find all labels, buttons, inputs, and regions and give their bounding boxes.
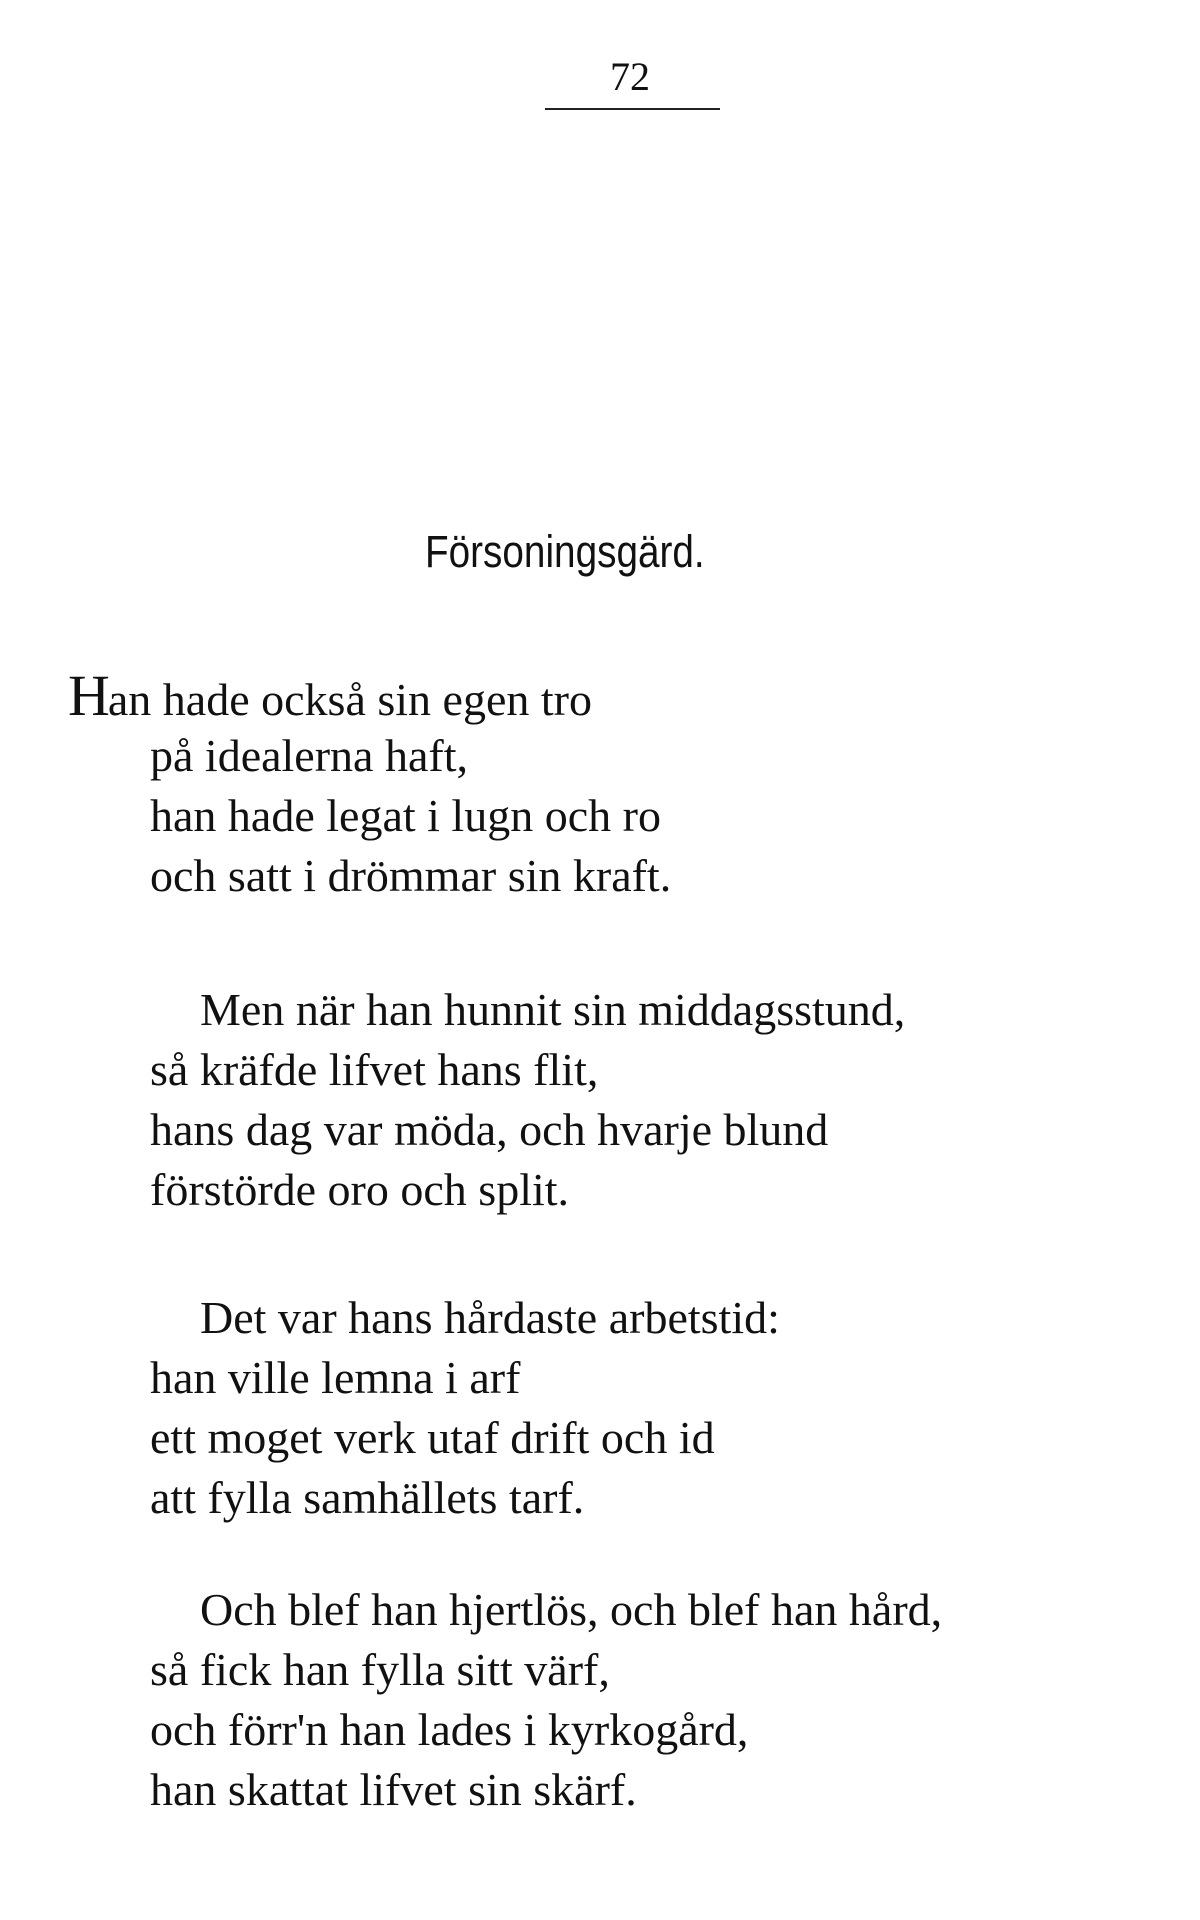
- poem-line: på idealerna haft,: [150, 730, 468, 781]
- poem-line: ett moget verk utaf drift och id: [150, 1412, 715, 1463]
- poem-line: [68, 663, 592, 728]
- poem-line: han ville lemna i arf: [150, 1352, 521, 1403]
- poem-line: och satt i drömmar sin kraft.: [150, 850, 672, 901]
- poem-line: att fylla samhällets tarf.: [150, 1472, 585, 1523]
- poem-line: han skattat lifvet sin skärf.: [150, 1764, 637, 1815]
- poem-line: så kräfde lifvet hans flit,: [150, 1044, 599, 1095]
- poem-line: så fick han fylla sitt värf,: [150, 1644, 610, 1695]
- poem-line: Det var hans hårdaste arbetstid:: [200, 1292, 780, 1343]
- poem-line: och förr'n han lades i kyrkogård,: [150, 1704, 749, 1755]
- poem-line: han hade legat i lugn och ro: [150, 790, 661, 841]
- poem-line-text: an hade också sin egen tro: [107, 674, 592, 725]
- poem-title: Försoningsgärd.: [425, 526, 705, 577]
- page-number: 72: [610, 54, 650, 99]
- drop-cap: H: [68, 663, 108, 728]
- poem-line: Och blef han hjertlös, och blef han hård,: [200, 1584, 943, 1635]
- poem-line: hans dag var möda, och hvarje blund: [150, 1104, 829, 1155]
- page-number-rule: [545, 108, 720, 110]
- poem-line: förstörde oro och split.: [150, 1164, 570, 1215]
- poem-line: Men när han hunnit sin middagsstund,: [200, 984, 906, 1035]
